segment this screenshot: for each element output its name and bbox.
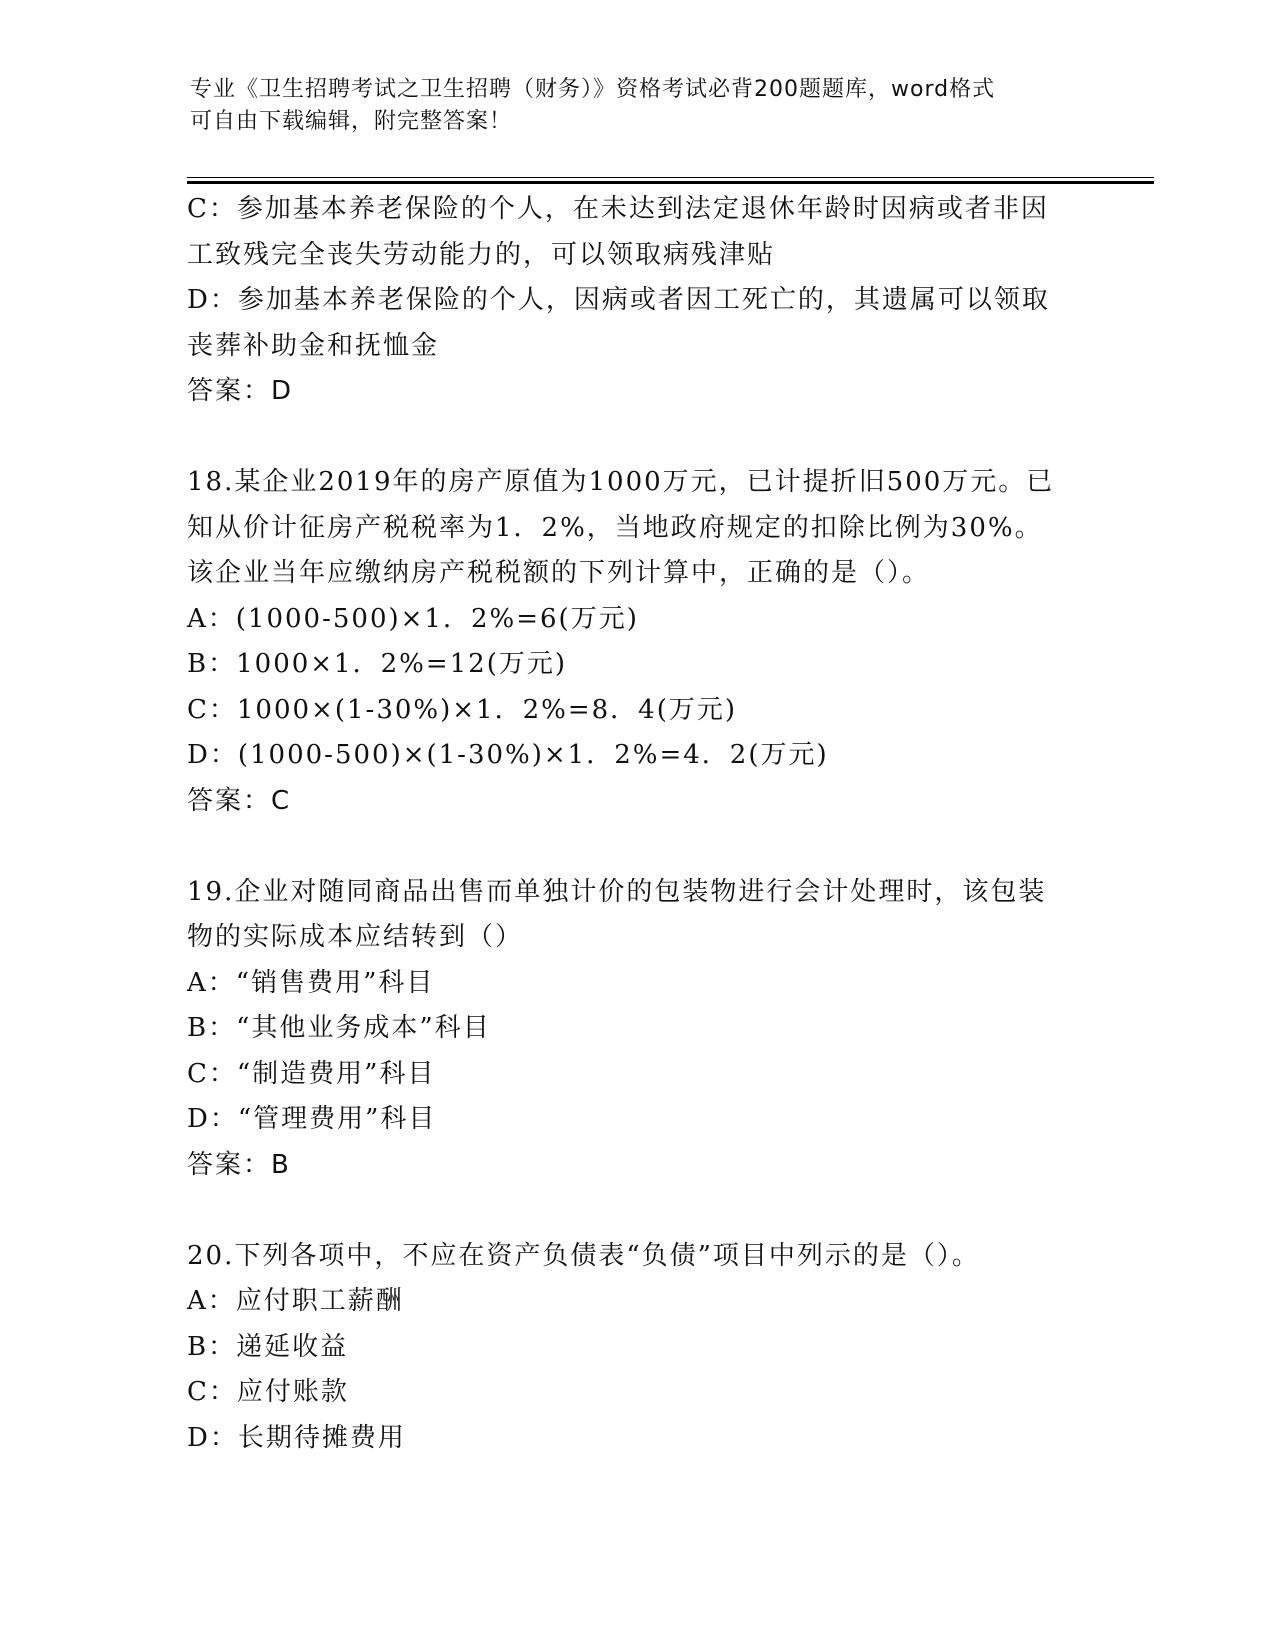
option-d-line-1: D：参加基本养老保险的个人，因病或者因工死亡的，其遗属可以领取 bbox=[187, 285, 1050, 315]
option-b: B：递延收益 bbox=[187, 1331, 349, 1362]
question-17-tail bbox=[187, 187, 1087, 415]
spacer bbox=[187, 415, 1087, 461]
option-d: D：“管理费用”科目 bbox=[187, 1104, 437, 1134]
option-b: B：“其他业务成本”科目 bbox=[187, 1013, 491, 1043]
answer-label: 答案：B bbox=[187, 1149, 291, 1180]
answer-label: 答案：C bbox=[187, 785, 292, 816]
option-d-line-2: 丧葬补助金和抚恤金 bbox=[187, 330, 440, 361]
option-b: B：1000×1．2%=12(万元) bbox=[187, 649, 568, 679]
option-c: C：应付账款 bbox=[187, 1377, 349, 1407]
option-c-line-2: 工致残完全丧失劳动能力的，可以领取病残津贴 bbox=[187, 239, 776, 270]
document-body bbox=[187, 187, 1087, 1461]
question-19 bbox=[187, 870, 1087, 1189]
spacer bbox=[187, 1188, 1087, 1234]
answer-label: 答案：D bbox=[187, 376, 294, 406]
header-divider-thin bbox=[187, 177, 1154, 178]
question-stem-line-1: 19.企业对随同商品出售而单独计价的包装物进行会计处理时，该包装 bbox=[187, 876, 1047, 907]
question-stem-line-1: 20.下列各项中，不应在资产负债表“负债”项目中列示的是（）。 bbox=[187, 1240, 980, 1271]
spacer bbox=[187, 824, 1087, 870]
question-20 bbox=[187, 1234, 1087, 1462]
option-d: D：长期待摊费用 bbox=[187, 1422, 406, 1453]
question-stem-line-3: 该企业当年应缴纳房产税税额的下列计算中，正确的是（）。 bbox=[187, 558, 931, 588]
option-d: D：(1000-500)×(1-30%)×1．2%=4．2(万元) bbox=[187, 740, 829, 770]
option-c: C：“制造费用”科目 bbox=[187, 1058, 436, 1089]
option-a: A：应付职工薪酬 bbox=[187, 1286, 404, 1316]
question-18 bbox=[187, 460, 1087, 824]
option-a: A：“销售费用”科目 bbox=[187, 967, 435, 998]
option-c: C：1000×(1-30%)×1．2%=8．4(万元) bbox=[187, 694, 737, 725]
document-header bbox=[190, 74, 1090, 138]
header-divider-thick bbox=[187, 181, 1154, 184]
question-stem-line-1: 18.某企业2019年的房产原值为1000万元，已计提折旧500万元。已 bbox=[187, 467, 1055, 497]
header-line-1: 专业《卫生招聘考试之卫生招聘（财务）》资格考试必背200题题库，word格式 bbox=[190, 77, 996, 102]
header-line-2: 可自由下载编辑，附完整答案！ bbox=[190, 109, 513, 134]
question-stem-line-2: 知从价计征房产税税率为1．2%，当地政府规定的扣除比例为30%。 bbox=[187, 512, 1043, 543]
question-stem-line-2: 物的实际成本应结转到（） bbox=[187, 922, 524, 952]
option-a: A：(1000-500)×1．2%=6(万元) bbox=[187, 603, 639, 634]
option-c-line-1: C：参加基本养老保险的个人，在未达到法定退休年龄时因病或者非因 bbox=[187, 194, 1049, 224]
